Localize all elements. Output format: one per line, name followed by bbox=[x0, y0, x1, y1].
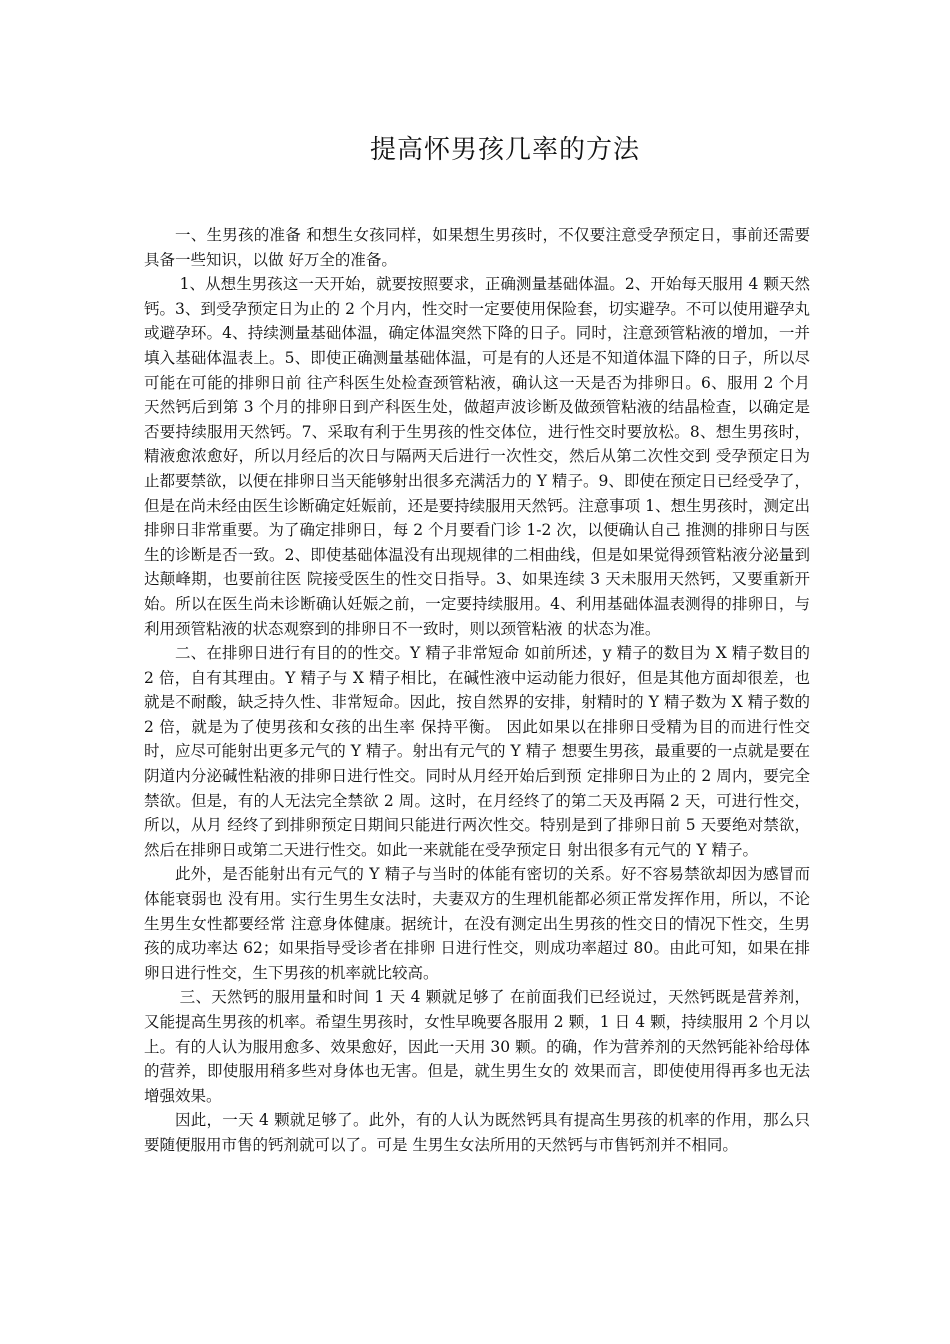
document-body bbox=[144, 223, 810, 1158]
paragraph-2: 1、从想生男孩这一天开始，就要按照要求，正确测量基础体温。2、开始每天服用 4 颗天然钙。3、到受孕预定日为止的 2 个月内，性交时一定要使用保险套，切实避孕。不可以使用避孕丸或避孕环。4、持续测量基础体温，确定体温突然下降的日子。同时，注意颈管粘液的增加，一并填入基础体温表上。5、即使正确测量基础体温，可是有的人还是不知道体温下降的日子，所以尽可能在可能的排卵日前 往产科医生处检查颈管粘液，确认这一天是否为排卵日。6、服用 2 个月天然钙后到第 3 个月的排卵日到产科医生处，做超声波诊断及做颈管粘液的结晶检查，以确定是否要持续服用天然钙。7、采取有利于生男孩的性交体位，进行性交时要放松。8、想生男孩时，精液愈浓愈好，所以月经后的次日与隔两天后进行一次性交，然后从第二次性交到 受孕预定日为止都要禁欲，以便在排卵日当天能够射出很多充满活力的 Y 精子。9、即使在预定日已经受孕了，但是在尚未经由医生诊断确定妊娠前，还是要持续服用天然钙。注意事项 1、想生男孩时，测定出排卵日非常重要。为了确定排卵日，每 2 个月要看门诊 1-2 次，以便确认自己 推测的排卵日与医生的诊断是否一致。2、即使基础体温没有出现规律的二相曲线，但是如果觉得颈管粘液分泌量到达颠峰期，也要前往医 院接受医生的性交日指导。3、如果连续 3 天未服用天然钙，又要重新开始。所以在医生尚未诊断确认妊娠之前，一定要持续服用。4、利用基础体温表测得的排卵日，与利用颈管粘液的状态观察到的排卵日不一致时，则以颈管粘液 的状态为准。 bbox=[144, 275, 810, 638]
paragraph-1: 一、生男孩的准备 和想生女孩同样，如果想生男孩时，不仅要注意受孕预定日，事前还需要具备一些知识，以做 好万全的准备。 bbox=[144, 226, 810, 269]
paragraph-6: 因此，一天 4 颗就足够了。此外，有的人认为既然钙具有提高生男孩的机率的作用，那么只要随便服用市售的钙剂就可以了。可是 生男生女法所用的天然钙与市售钙剂并不相同。 bbox=[144, 1111, 810, 1154]
paragraph-3: 二、在排卵日进行有目的的性交。Y 精子非常短命 如前所述，y 精子的数目为 X 精子数目的 2 倍，自有其理由。Y 精子与 X 精子相比，在碱性液中运动能力很好，但是其他方面却很差，也就是不耐酸，缺乏持久性、非常短命。因此，按自然界的安排，射精时的 Y 精子数为 X 精子数的 2 倍，就是为了使男孩和女孩的出生率 保持平衡。 因此如果以在排卵日受精为目的而进行性交时，应尽可能射出更多元气的 Y 精子。射出有元气的 Y 精子 想要生男孩，最重要的一点就是要在阴道内分泌碱性粘液的排卵日进行性交。同时从月经开始后到预 定排卵日为止的 2 周内，要完全禁欲。但是，有的人无法完全禁欲 2 周。这时，在月经终了的第二天及再隔 2 天，可进行性交，所以，从月 经终了到排卵预定日期间只能进行两次性交。特别是到了排卵日前 5 天要绝对禁欲，然后在排卵日或第二天进行性交。如此一来就能在受孕预定日 射出很多有元气的 Y 精子。 bbox=[144, 644, 810, 859]
document-title: 提高怀男孩几率的方法 bbox=[369, 135, 640, 165]
paragraph-4: 此外，是否能射出有元气的 Y 精子与当时的体能有密切的关系。好不容易禁欲却因为感冒而体能衰弱也 没有用。实行生男生女法时，夫妻双方的生理机能都必须正常发挥作用，所以，不论生男生女性都要经常 注意身体健康。据统计，在没有测定出生男孩的性交日的情况下性交，生男孩的成功率达 62；如果指导受诊者在排卵 日进行性交，则成功率超过 80。由此可知，如果在排卵日进行性交，生下男孩的机率就比较高。 bbox=[144, 865, 810, 982]
paragraph-5: 三、天然钙的服用量和时间 1 天 4 颗就足够了 在前面我们已经说过，天然钙既是营养剂，又能提高生男孩的机率。希望生男孩时，女性早晚要各服用 2 颗，1 日 4 颗，持续服用 2 个月以上。有的人认为服用愈多、效果愈好，因此一天用 30 颗。的确，作为营养剂的天然钙能补给母体的营养，即使服用稍多些对身体也无害。但是，就生男生女的 效果而言，即使使用得再多也无法增强效果。 bbox=[144, 988, 810, 1105]
